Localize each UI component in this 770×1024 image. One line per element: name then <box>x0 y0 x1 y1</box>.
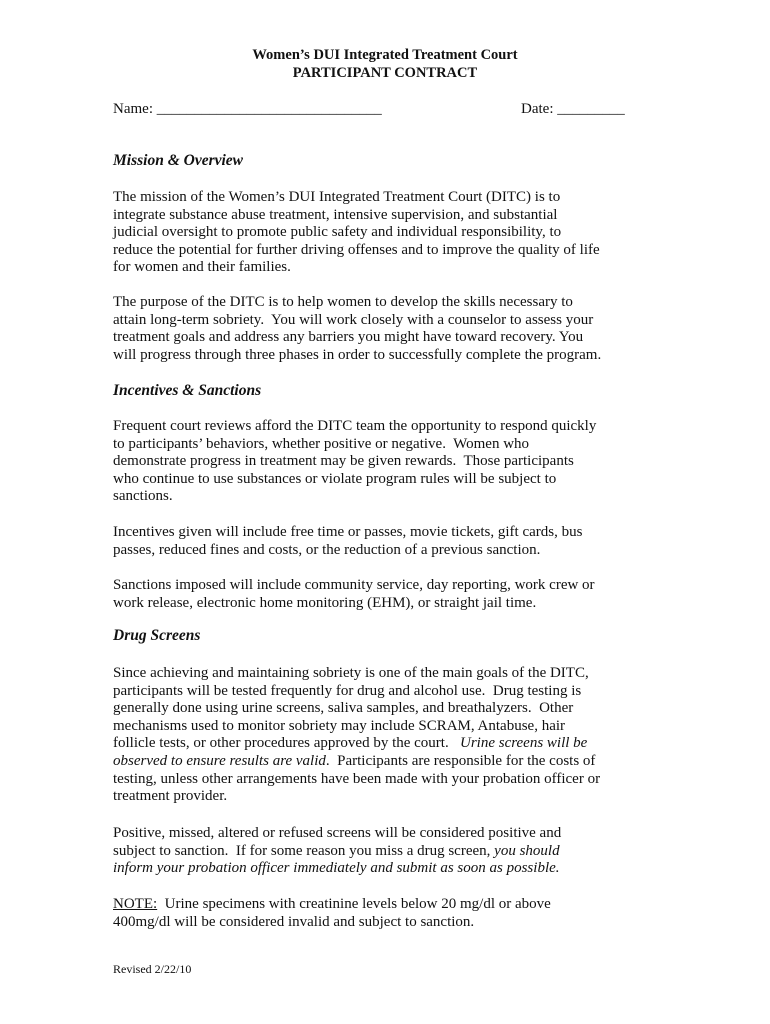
text-line: demonstrate progress in treatment may be given rewards. Those participants <box>113 453 574 470</box>
text-run: subject to sanction. If for some reason you miss a drug screen, <box>113 842 495 859</box>
text-line: The mission of the Women’s DUI Integrated Treatment Court (DITC) is to <box>113 189 561 205</box>
text-line: passes, reduced fines and costs, or the reduction of a previous sanction. <box>113 541 541 558</box>
section-heading-incentives: Incentives & Sanctions <box>113 382 262 399</box>
text-line: work release, electronic home monitoring (EHM), or straight jail time. <box>113 594 537 611</box>
text-line: attain long-term sobriety. You will work closely with a counselor to assess your <box>113 311 594 328</box>
text-line: testing, unless other arrangements have been made with your probation officer or <box>113 770 601 787</box>
text-line: treatment provider. <box>113 788 228 805</box>
text-line: Since achieving and maintaining sobriety is one of the main goals of the DITC, <box>113 665 589 681</box>
text-line: Incentives given will include free time or passes, movie tickets, gift cards, bus <box>113 524 583 540</box>
text-line: integrate substance abuse treatment, intensive supervision, and substantial <box>113 206 558 223</box>
text-line <box>113 896 673 914</box>
text-line: treatment goals and address any barriers you might have toward recovery. You <box>113 329 584 346</box>
note-label: NOTE: <box>113 896 158 912</box>
incentives-paragraph-2 <box>113 524 673 559</box>
text-line: mechanisms used to monitor sobriety may include SCRAM, Antabuse, hair <box>113 717 566 734</box>
incentives-paragraph-3 <box>113 577 673 612</box>
section-heading-drug-screens: Drug Screens <box>113 627 201 644</box>
text-line: will progress through three phases in order to successfully complete the program. <box>113 346 602 363</box>
text-line <box>113 843 673 861</box>
italic-text-run: you should <box>494 842 560 859</box>
text-run: follicle tests, or other procedures approved by the court. <box>113 735 460 752</box>
text-line: The purpose of the DITC is to help women to develop the skills necessary to <box>113 294 573 310</box>
mission-paragraph-2 <box>113 294 673 364</box>
text-run: . Participants are responsible for the costs of <box>325 752 596 769</box>
text-run: Urine specimens with creatinine levels below 20 mg/dl or above <box>157 896 551 912</box>
incentives-paragraph-1 <box>113 418 673 506</box>
text-line: Positive, missed, altered or refused screens will be considered positive and <box>113 825 562 841</box>
text-line: for women and their families. <box>113 259 291 276</box>
document-title: Women’s DUI Integrated Treatment Court <box>252 47 518 63</box>
text-line: Sanctions imposed will include community service, day reporting, work crew or <box>113 577 595 593</box>
text-line <box>113 753 673 771</box>
text-line: generally done using urine screens, saliva samples, and breathalyzers. Other <box>113 700 574 717</box>
section-heading-mission: Mission & Overview <box>113 152 244 169</box>
text-line: participants will be tested frequently for drug and alcohol use. Drug testing is <box>113 682 582 699</box>
text-line: judicial oversight to promote public safety and individual responsibility, to <box>113 224 562 241</box>
text-line: Frequent court reviews afford the DITC team the opportunity to respond quickly <box>113 418 597 434</box>
drug-paragraph-3-note <box>113 896 673 931</box>
date-field: Date: _________ <box>521 101 625 117</box>
text-line <box>113 735 673 753</box>
drug-paragraph-2 <box>113 825 673 878</box>
revision-footer: Revised 2/22/10 <box>113 962 192 976</box>
text-line: who continue to use substances or violate program rules will be subject to <box>113 470 557 487</box>
text-line: sanctions. <box>113 488 173 505</box>
italic-text-run: Urine screens will be <box>459 735 588 752</box>
text-line: reduce the potential for further driving offenses and to improve the quality of life <box>113 241 600 258</box>
mission-paragraph-1 <box>113 189 673 277</box>
drug-paragraph-1 <box>113 665 673 806</box>
document-subtitle: PARTICIPANT CONTRACT <box>292 65 478 81</box>
italic-text-line: inform your probation officer immediately and submit as soon as possible. <box>113 860 560 877</box>
name-field: Name: ______________________________ <box>113 101 382 117</box>
text-line: to participants’ behaviors, whether positive or negative. Women who <box>113 435 530 452</box>
italic-text-run: observed to ensure results are valid <box>113 752 326 769</box>
text-line: 400mg/dl will be considered invalid and subject to sanction. <box>113 913 475 930</box>
